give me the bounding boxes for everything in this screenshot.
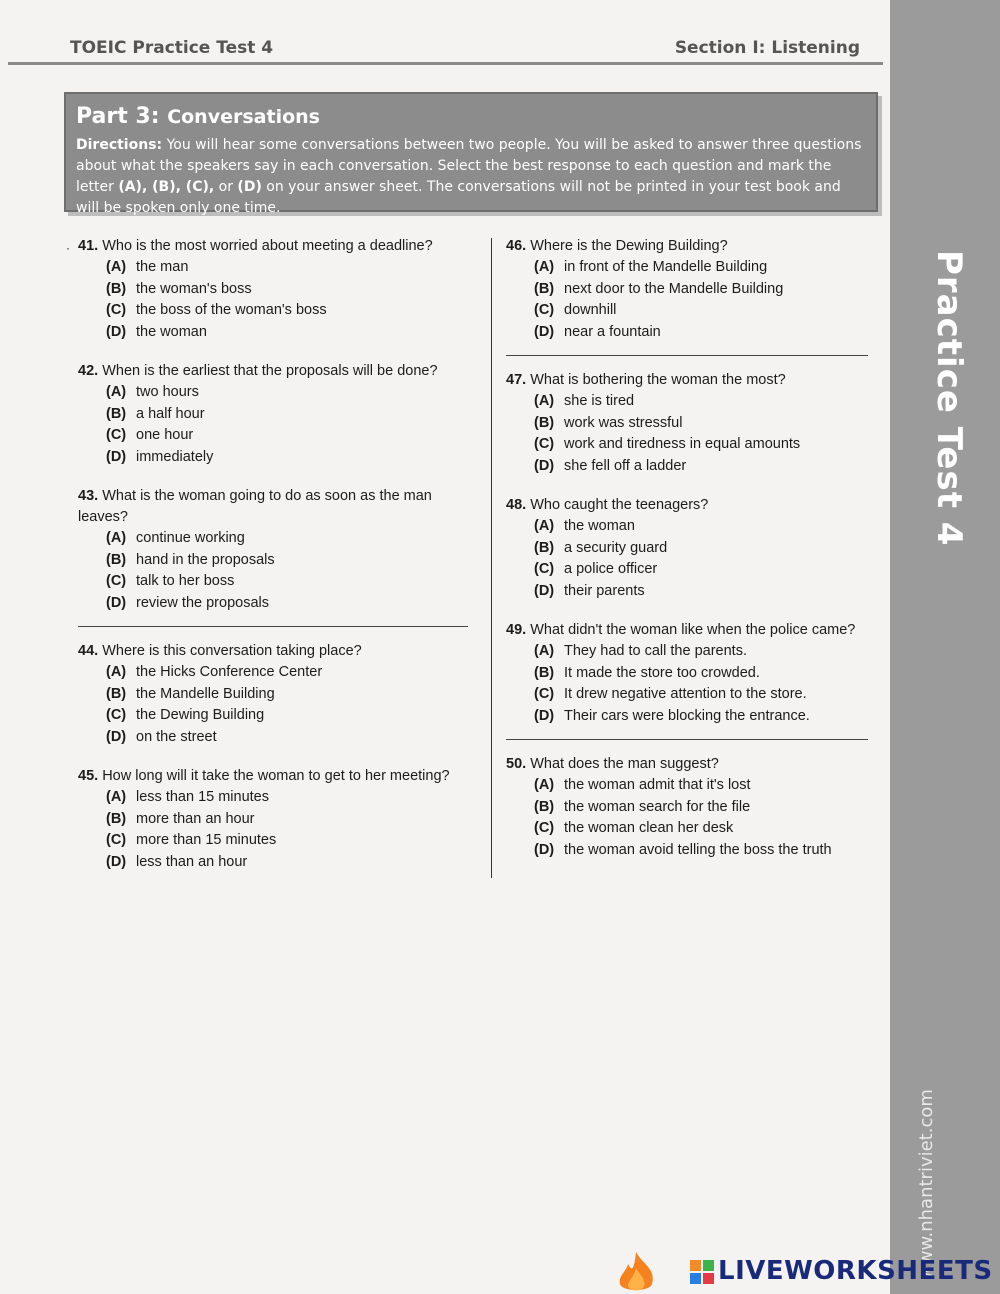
- answer-option[interactable]: [534, 257, 868, 279]
- option-text: the woman's boss: [136, 280, 252, 297]
- question-number: 49.: [506, 622, 527, 638]
- liveworksheets-brand: LIVEWORKSHEETS: [718, 1256, 993, 1286]
- answer-option[interactable]: [106, 830, 468, 852]
- question-stem: [506, 370, 868, 391]
- option-letter: (B): [534, 280, 555, 297]
- answer-option[interactable]: [534, 538, 868, 560]
- option-letter: (D): [534, 582, 555, 599]
- answer-option[interactable]: [106, 787, 468, 809]
- option-letter: (C): [534, 820, 555, 836]
- question-number: 48.: [506, 497, 527, 513]
- option-text: work and tiredness in equal amounts: [564, 436, 801, 452]
- question-stem: [506, 620, 868, 641]
- side-tab-title-wrap: [890, 250, 1000, 547]
- option-text: she is tired: [564, 393, 635, 409]
- question-stem: [78, 766, 468, 787]
- option-text: immediately: [136, 448, 214, 465]
- option-letter: (A): [106, 384, 127, 400]
- option-text: the woman avoid telling the boss the truth: [564, 841, 832, 858]
- question-text: What is the woman going to do as soon as the man leaves?: [78, 488, 432, 525]
- answer-option[interactable]: [106, 300, 468, 322]
- side-tab: [890, 0, 1000, 1294]
- option-text: next door to the Mandelle Building: [564, 280, 784, 297]
- part-heading: [76, 104, 866, 129]
- question-stem: [78, 641, 468, 662]
- option-text: the woman clean her desk: [564, 820, 734, 836]
- answer-option[interactable]: [106, 727, 468, 749]
- option-letter: (C): [106, 707, 127, 723]
- option-text: the Mandelle Building: [136, 685, 275, 702]
- option-text: less than an hour: [136, 853, 248, 870]
- answer-options: [106, 662, 468, 748]
- question-text: Who is the most worried about meeting a deadline?: [102, 238, 433, 254]
- answer-options: [106, 528, 468, 614]
- question-number: 44.: [78, 643, 99, 659]
- option-letter: (A): [534, 259, 555, 275]
- question-block: [506, 236, 868, 343]
- question-block: [506, 620, 868, 727]
- option-letter: (C): [534, 686, 555, 702]
- option-letter: (D): [106, 448, 127, 465]
- header-rule: [8, 62, 883, 65]
- option-letter: (C): [534, 302, 555, 318]
- option-text: talk to her boss: [136, 573, 235, 589]
- side-tab-url-wrap: [890, 1089, 1000, 1280]
- option-text: the woman: [564, 518, 635, 534]
- directions-part-3: on your answer sheet. The conversations will not be printed in your test book and will be spoken only one time.: [76, 179, 841, 216]
- option-letter: (D): [534, 707, 555, 724]
- section-title: Section I: Listening: [674, 38, 860, 58]
- answer-options: [106, 382, 468, 468]
- option-text: more than 15 minutes: [136, 832, 277, 848]
- question-text: How long will it take the woman to get to her meeting?: [102, 768, 450, 784]
- answer-option[interactable]: [534, 413, 868, 435]
- answer-options: [106, 787, 468, 873]
- option-letter: (C): [534, 561, 555, 577]
- option-text: the man: [136, 259, 189, 275]
- question-stem: [78, 361, 468, 382]
- side-tab-title: Practice Test 4: [929, 250, 969, 547]
- answer-option[interactable]: [106, 593, 468, 615]
- question-text: Who caught the teenagers?: [530, 497, 709, 513]
- directions-part-2: or: [214, 179, 238, 195]
- question-block: [78, 361, 468, 468]
- side-tab-url: www.nhantriviet.com: [916, 1089, 937, 1280]
- answer-option[interactable]: [106, 852, 468, 874]
- answer-option[interactable]: [106, 550, 468, 572]
- question-block: [78, 236, 468, 343]
- flame-icon: [606, 1250, 666, 1294]
- option-text: the Dewing Building: [136, 707, 265, 723]
- section-rule: [78, 626, 468, 627]
- answer-option[interactable]: [106, 279, 468, 301]
- option-letter: (A): [106, 259, 127, 275]
- answer-option[interactable]: [534, 559, 868, 581]
- option-text: the Hicks Conference Center: [136, 664, 323, 680]
- answer-option[interactable]: [106, 662, 468, 684]
- question-text: What didn't the woman like when the police came?: [530, 622, 856, 638]
- answer-option[interactable]: [534, 391, 868, 413]
- option-text: more than an hour: [136, 810, 255, 827]
- answer-options: [534, 391, 868, 477]
- option-letter: (D): [106, 853, 127, 870]
- answer-option[interactable]: [534, 581, 868, 603]
- column-divider: [491, 238, 492, 878]
- directions-letters: (A), (B), (C),: [118, 179, 215, 195]
- question-stem: [78, 236, 468, 257]
- answer-option[interactable]: [534, 818, 868, 840]
- question-text: Where is the Dewing Building?: [530, 238, 728, 254]
- answer-option[interactable]: [106, 528, 468, 550]
- test-title: TOEIC Practice Test 4: [70, 38, 274, 58]
- answer-option[interactable]: [534, 775, 868, 797]
- option-letter: (C): [106, 427, 127, 443]
- answer-option[interactable]: [106, 809, 468, 831]
- option-text: one hour: [136, 427, 194, 443]
- option-letter: (B): [534, 664, 555, 681]
- option-letter: (A): [106, 789, 127, 805]
- answer-option[interactable]: [534, 322, 868, 344]
- option-text: It drew negative attention to the store.: [564, 686, 807, 702]
- questions-left-column: [78, 236, 468, 891]
- option-letter: (B): [106, 551, 127, 568]
- option-text: in front of the Mandelle Building: [564, 259, 768, 275]
- answer-option[interactable]: [106, 404, 468, 426]
- question-block: [506, 370, 868, 477]
- logo-square: [703, 1273, 714, 1284]
- directions-text: [76, 135, 866, 219]
- directions-banner: [64, 92, 878, 216]
- answer-option[interactable]: [534, 279, 868, 301]
- question-number: 42.: [78, 363, 99, 379]
- answer-option[interactable]: [106, 382, 468, 404]
- answer-option[interactable]: [106, 322, 468, 344]
- logo-square: [690, 1273, 701, 1284]
- question-number: 50.: [506, 756, 527, 772]
- question-block: [78, 486, 468, 614]
- option-text: a security guard: [564, 539, 668, 556]
- option-letter: (B): [106, 685, 127, 702]
- option-text: on the street: [136, 728, 217, 745]
- question-number: 43.: [78, 488, 99, 504]
- answer-option[interactable]: [106, 425, 468, 447]
- answer-option[interactable]: [534, 641, 868, 663]
- option-letter: (D): [534, 841, 555, 858]
- answer-options: [534, 775, 868, 861]
- option-text: the woman: [136, 323, 207, 340]
- option-letter: (B): [534, 539, 555, 556]
- option-text: their parents: [564, 582, 645, 599]
- question-stem: [506, 236, 868, 257]
- question-text: What does the man suggest?: [530, 756, 719, 772]
- option-letter: (C): [106, 573, 127, 589]
- answer-option[interactable]: [534, 663, 868, 685]
- option-letter: (D): [534, 457, 555, 474]
- option-text: the boss of the woman's boss: [136, 302, 327, 318]
- option-text: a police officer: [564, 561, 658, 577]
- option-letter: (C): [106, 832, 127, 848]
- answer-options: [106, 257, 468, 343]
- answer-option[interactable]: [534, 300, 868, 322]
- option-letter: (B): [106, 280, 127, 297]
- directions-part-1: You will hear some conversations between two people. You will be asked to answer three questions about what the speakers say in each conversation. Select the best response to each question and mark the letter: [76, 137, 862, 195]
- option-text: two hours: [136, 384, 199, 400]
- option-letter: (C): [534, 436, 555, 452]
- answer-option[interactable]: [534, 684, 868, 706]
- option-letter: (D): [106, 728, 127, 745]
- question-number: 46.: [506, 238, 527, 254]
- liveworksheets-logo-icon: [690, 1260, 714, 1284]
- question-block: [506, 495, 868, 602]
- option-letter: (A): [534, 643, 555, 659]
- option-letter: (C): [106, 302, 127, 318]
- question-text: When is the earliest that the proposals will be done?: [102, 363, 438, 379]
- answer-option[interactable]: [534, 706, 868, 728]
- part-name: Conversations: [167, 106, 320, 128]
- answer-option[interactable]: [106, 684, 468, 706]
- logo-square: [703, 1260, 714, 1271]
- option-letter: (D): [106, 594, 127, 611]
- directions-label: Directions:: [76, 137, 163, 153]
- question-block: [506, 754, 868, 861]
- answer-options: [534, 641, 868, 727]
- option-letter: (A): [534, 393, 555, 409]
- option-letter: (B): [106, 810, 127, 827]
- option-letter: (D): [534, 323, 555, 340]
- option-letter: (B): [534, 798, 555, 815]
- answer-options: [534, 257, 868, 343]
- option-text: near a fountain: [564, 323, 661, 340]
- page-header: [70, 38, 860, 64]
- option-text: less than 15 minutes: [136, 789, 269, 805]
- answer-option[interactable]: [534, 840, 868, 862]
- option-text: hand in the proposals: [136, 551, 275, 568]
- answer-option[interactable]: [106, 705, 468, 727]
- question-block: [78, 766, 468, 873]
- option-text: review the proposals: [136, 594, 269, 611]
- option-text: Their cars were blocking the entrance.: [564, 707, 810, 724]
- question-block: [78, 641, 468, 748]
- question-stem: [506, 495, 868, 516]
- directions-letter-d: (D): [237, 179, 262, 195]
- question-number: 47.: [506, 372, 527, 388]
- question-number: 45.: [78, 768, 99, 784]
- option-text: the woman admit that it's lost: [564, 777, 751, 793]
- question-text: What is bothering the woman the most?: [530, 372, 786, 388]
- option-letter: (B): [106, 405, 127, 422]
- option-text: work was stressful: [564, 414, 683, 431]
- option-letter: (A): [106, 530, 127, 546]
- answer-option[interactable]: [106, 571, 468, 593]
- part-label: Part 3:: [76, 104, 160, 129]
- option-letter: (A): [534, 777, 555, 793]
- answer-options: [534, 516, 868, 602]
- option-text: They had to call the parents.: [564, 643, 747, 659]
- answer-option[interactable]: [106, 257, 468, 279]
- option-text: she fell off a ladder: [564, 457, 687, 474]
- question-text: Where is this conversation taking place?: [102, 643, 362, 659]
- logo-square: [690, 1260, 701, 1271]
- option-letter: (A): [106, 664, 127, 680]
- option-text: downhill: [564, 302, 617, 318]
- answer-option[interactable]: [534, 797, 868, 819]
- option-text: the woman search for the file: [564, 798, 751, 815]
- question-stem: [78, 486, 468, 528]
- section-rule: [506, 355, 868, 356]
- answer-option[interactable]: [534, 516, 868, 538]
- question-number: 41.: [78, 238, 99, 254]
- option-text: continue working: [136, 530, 245, 546]
- option-letter: (A): [534, 518, 555, 534]
- option-text: a half hour: [136, 405, 205, 422]
- stray-mark: ·: [66, 241, 70, 255]
- answer-option[interactable]: [106, 447, 468, 469]
- option-letter: (D): [106, 323, 127, 340]
- option-letter: (B): [534, 414, 555, 431]
- section-rule: [506, 739, 868, 740]
- questions-right-column: [506, 236, 868, 879]
- option-text: It made the store too crowded.: [564, 664, 760, 681]
- answer-option[interactable]: [534, 434, 868, 456]
- answer-option[interactable]: [534, 456, 868, 478]
- question-stem: [506, 754, 868, 775]
